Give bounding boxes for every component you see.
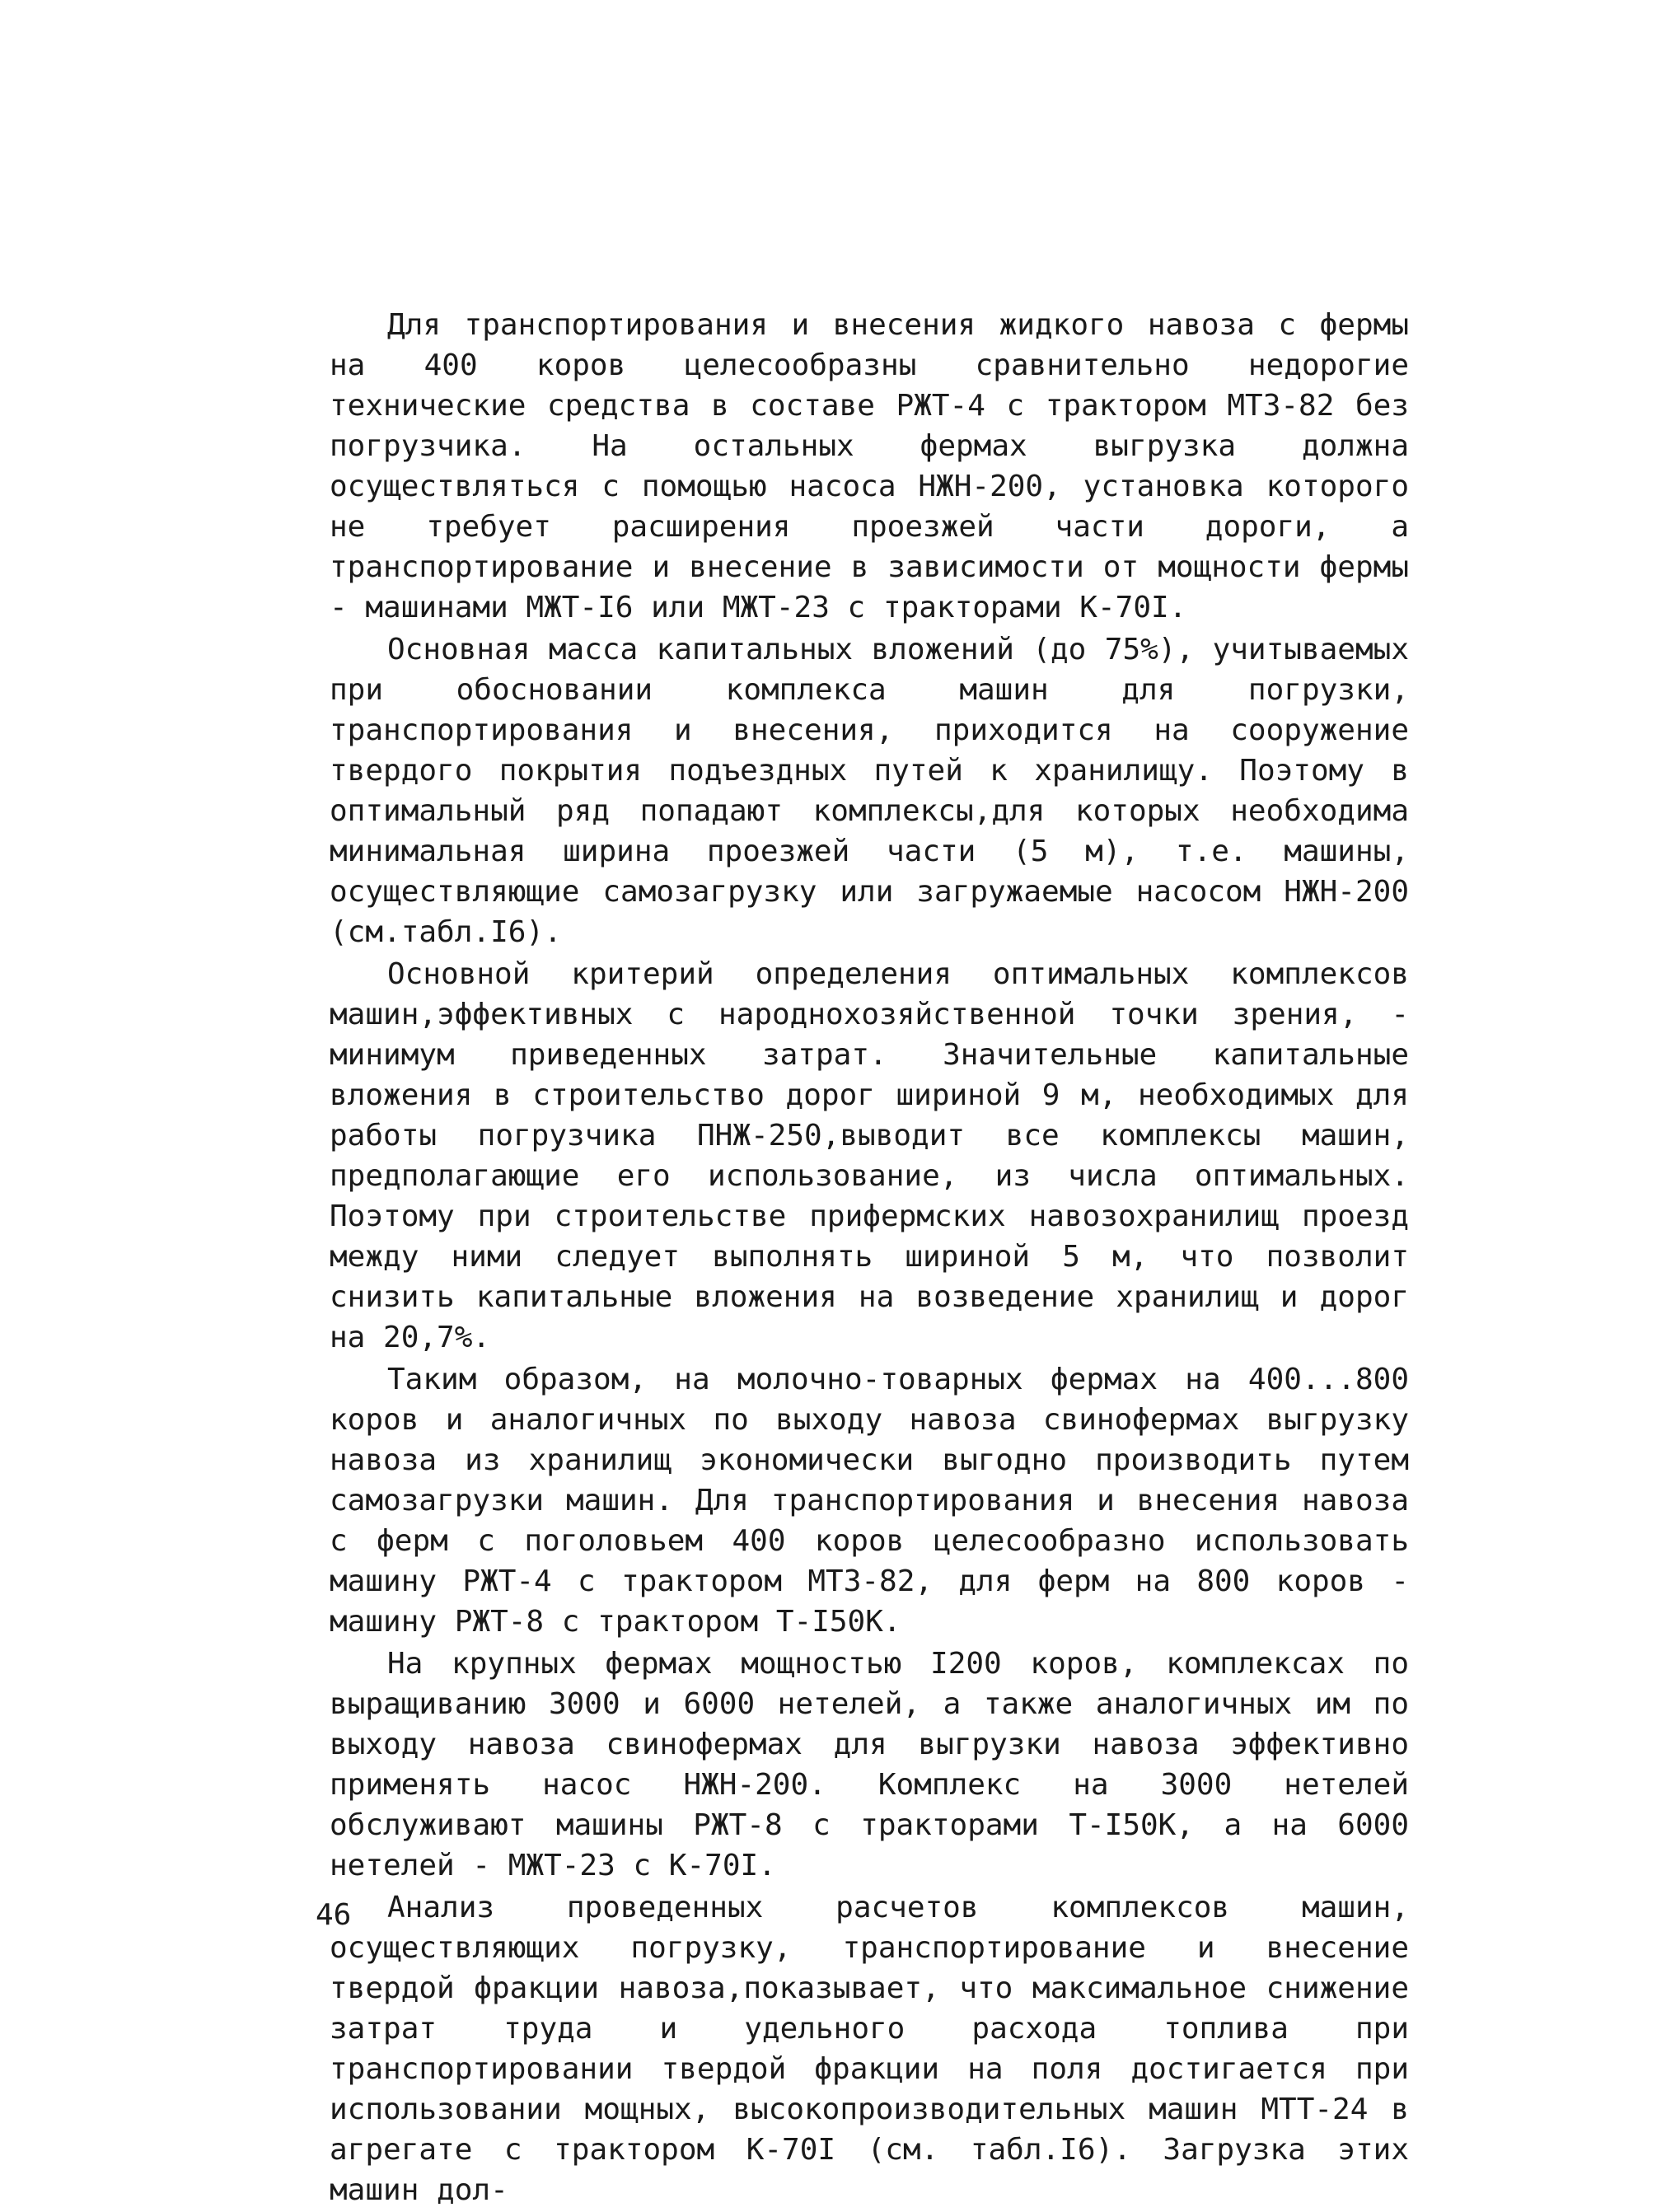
paragraph-optimization-criterion: Основной критерий определения оптимальных комплексов машин,эффективных с народнохозяйственной точки зрения, - минимум приведенных затрат. Значительные капитальные вложения в строительство дорог шириной 9 м, необходимых для работы погрузчика ПНЖ-250,выводит все комплексы машин, предполагающие его использование, из числа оптимальных. Поэтому при строительстве прифермских навозохранилищ проезд между ними следует выполнять шириной 5 м, что позволит снизить капитальные вложения на возведение хранилищ и дорог на 20,7%. xyxy=(330,957,1409,1354)
body-text xyxy=(330,305,1409,2212)
paragraph-dairy-farm-conclusion: Таким образом, на молочно-товарных фермах на 400...800 коров и аналогичных по выходу навоза свинофермах выгрузку навоза из хранилищ экономически выгодно производить путем самозагрузки машин. Для транспортирования и внесения навоза с ферм с поголовьем 400 коров целесообразно использовать машину РЖТ-4 с трактором МТЗ-82, для ферм на 800 коров - машину РЖТ-8 с трактором Т-I50К. xyxy=(330,1363,1409,1639)
paragraph-solid-fraction-analysis: Анализ проведенных расчетов комплексов машин, осуществляющих погрузку, транспортирование и внесение твердой фракции навоза,показывает, что максимальное снижение затрат труда и удельного расхода топлива при транспортировании твердой фракции на поля достигается при использовании мощных, высокопроизводительных машин МТТ-24 в агрегате с трактором К-70I (см. табл.I6). Загрузка этих машин дол- xyxy=(330,1891,1409,2207)
paragraph-liquid-manure-transport: Для транспортирования и внесения жидкого навоза с фермы на 400 коров целесообразны сравнительно недорогие технические средства в составе РЖТ-4 с трактором МТЗ-82 без погрузчика. На остальных фермах выгрузка должна осуществляться с помощью насоса НЖН-200, установка которого не требует расширения проезжей части дороги, а транспортирование и внесение в зависимости от мощности фермы - машинами МЖТ-I6 или МЖТ-23 с тракторами К-70I. xyxy=(330,308,1409,624)
paragraph-large-farms: На крупных фермах мощностью I200 коров, комплексах по выращиванию 3000 и 6000 нетелей, а также аналогичных им по выходу навоза свинофермах для выгрузки навоза эффективно применять насос НЖН-200. Комплекс на 3000 нетелей обслуживают машины РЖТ-8 с тракторами Т-I50К, а на 6000 нетелей - МЖТ-23 с К-70I. xyxy=(330,1647,1409,1882)
page-number: 46 xyxy=(316,1898,352,1932)
paragraph-capital-investment: Основная масса капитальных вложений (до 75%), учитываемых при обосновании комплекса машин для погрузки, транспортирования и внесения, приходится на сооружение твердого покрытия подъездных путей к хранилищу. Поэтому в оптимальный ряд попадают комплексы,для которых необходима минимальная ширина проезжей части (5 м), т.е. машины, осуществляющие самозагрузку или загружаемые насосом НЖН-200 (см.табл.I6). xyxy=(330,633,1409,949)
